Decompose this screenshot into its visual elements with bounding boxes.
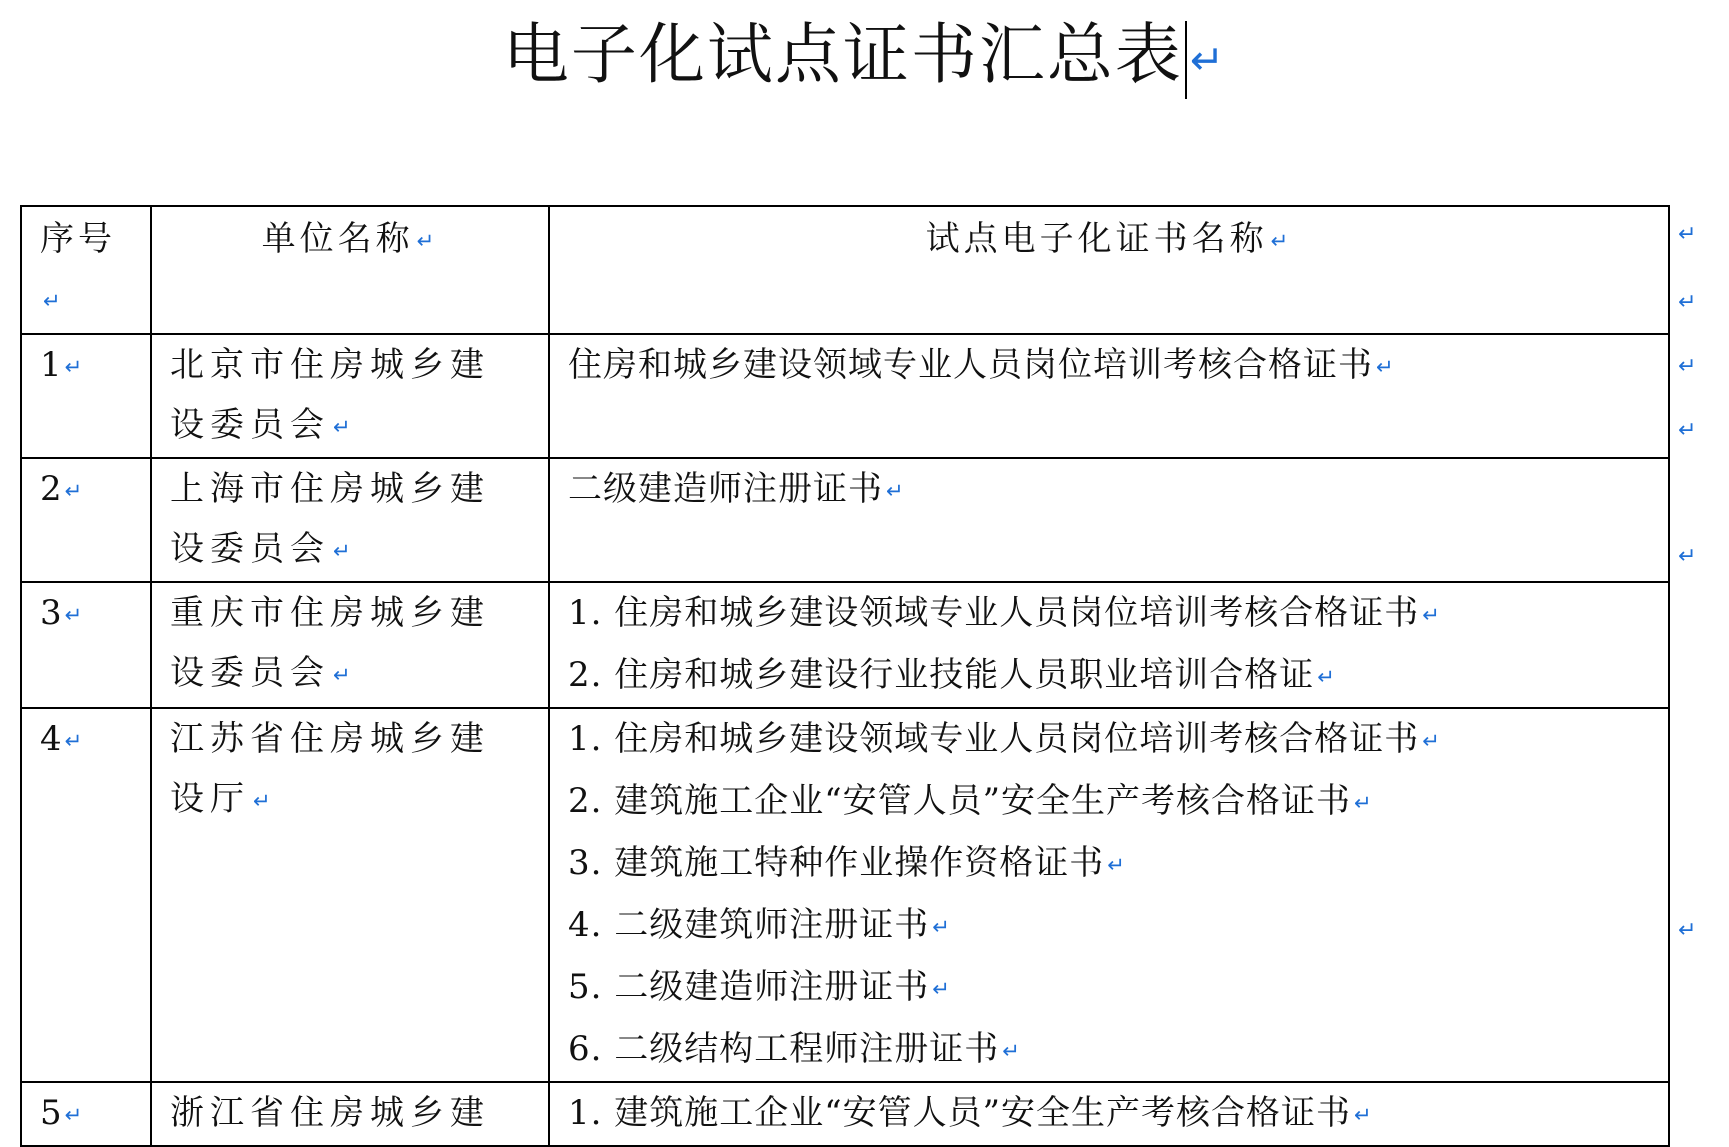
certificate-name: 1. 建筑施工企业“安管人员”安全生产考核合格证书 [568,1093,1352,1133]
paragraph-mark-icon: ↵ [64,1102,83,1127]
certificate-cell [549,582,1669,708]
serial-number: 5 [40,1093,62,1133]
certificate-name: 2. 住房和城乡建设行业技能人员职业培训合格证 [568,655,1315,695]
header-certificate-name: 试点电子化证书名称 ↵ [549,206,1669,334]
title-text: 电子化试点证书汇总表 [502,16,1183,93]
paragraph-mark-icon: ↵ [333,662,357,687]
certificate-summary-table [20,205,1670,1147]
row-end-mark-icon: ↵ [1678,918,1697,943]
text-cursor [1185,21,1187,99]
row-end-mark-icon: ↵ [1678,222,1697,247]
serial-number-cell [21,1082,151,1146]
row-end-mark-icon: ↵ [1678,544,1697,569]
row-end-mark-icon: ↵ [1678,418,1697,443]
unit-name-text: 北京市住房城乡建 [170,345,490,385]
unit-name-text: 上海市住房城乡建 [170,469,490,509]
table-row [21,708,1669,1082]
certificate-cell [549,1082,1669,1146]
certificate-cell [549,708,1669,1082]
paragraph-mark-icon: ↵ [1354,1102,1373,1127]
serial-number-cell [21,458,151,582]
serial-number: 1 [40,345,62,385]
header-serial-number: 序号↵ [21,206,151,334]
unit-name-text: 重庆市住房城乡建 [170,593,490,633]
unit-name-text: 浙江省住房城乡建 [170,1093,490,1133]
certificate-name: 5. 二级建造师注册证书 [568,967,930,1007]
serial-number-cell [21,582,151,708]
paragraph-mark-icon: ↵ [1270,228,1293,253]
certificate-name: 1. 住房和城乡建设领域专业人员岗位培训考核合格证书 [568,719,1420,759]
paragraph-mark-icon: ↵ [64,478,83,503]
paragraph-mark-icon: ↵ [1422,602,1441,627]
paragraph-mark-icon: ↵ [253,788,277,813]
paragraph-mark-icon: ↵ [932,914,951,939]
serial-number: 2 [40,469,62,509]
serial-number-cell [21,334,151,458]
serial-number: 3 [40,593,62,633]
certificate-cell [549,458,1669,582]
unit-name-text: 设厅 [170,779,250,819]
serial-number-cell [21,708,151,1082]
paragraph-mark-icon: ↵ [43,288,65,313]
unit-name-text: 设委员会 [170,405,330,445]
unit-name-text: 设委员会 [170,653,330,693]
table-row [21,458,1669,582]
paragraph-mark-icon: ↵ [1422,728,1441,753]
certificate-name: 1. 住房和城乡建设领域专业人员岗位培训考核合格证书 [568,593,1420,633]
unit-name-cell [151,708,549,1082]
unit-name-text: 设委员会 [170,529,330,569]
document-title [0,10,1729,105]
serial-number: 4 [40,719,62,759]
paragraph-mark-icon: ↵ [64,602,83,627]
certificate-name: 住房和城乡建设领域专业人员岗位培训考核合格证书 [568,345,1373,385]
paragraph-mark-icon: ↵ [1376,354,1395,379]
table-row [21,1082,1669,1146]
certificate-name: 3. 建筑施工特种作业操作资格证书 [568,843,1105,883]
certificate-name: 2. 建筑施工企业“安管人员”安全生产考核合格证书 [568,781,1352,821]
unit-name-cell [151,582,549,708]
paragraph-mark-icon: ↵ [1317,664,1336,689]
paragraph-mark-icon: ↵ [333,538,357,563]
row-end-mark-icon: ↵ [1678,354,1697,379]
certificate-cell [549,334,1669,458]
unit-name-cell [151,334,549,458]
paragraph-mark-icon: ↵ [64,354,83,379]
paragraph-mark-icon: ↵ [1107,852,1126,877]
paragraph-mark-icon: ↵ [932,976,951,1001]
paragraph-mark-icon: ↵ [1189,36,1227,84]
row-end-mark-icon: ↵ [1678,290,1697,315]
certificate-name: 6. 二级结构工程师注册证书 [568,1029,1000,1069]
unit-name-cell [151,458,549,582]
paragraph-mark-icon: ↵ [886,478,905,503]
paragraph-mark-icon: ↵ [333,414,357,439]
paragraph-mark-icon: ↵ [1354,790,1373,815]
header-unit-name: 单位名称 ↵ [151,206,549,334]
paragraph-mark-icon: ↵ [416,228,439,253]
table-header-row [21,206,1669,334]
table-body [21,334,1669,1146]
table-row [21,334,1669,458]
certificate-name: 二级建造师注册证书 [568,469,883,509]
table-row [21,582,1669,708]
certificate-name: 4. 二级建筑师注册证书 [568,905,930,945]
unit-name-cell [151,1082,549,1146]
paragraph-mark-icon: ↵ [1002,1038,1021,1063]
paragraph-mark-icon: ↵ [64,728,83,753]
unit-name-text: 江苏省住房城乡建 [170,719,490,759]
